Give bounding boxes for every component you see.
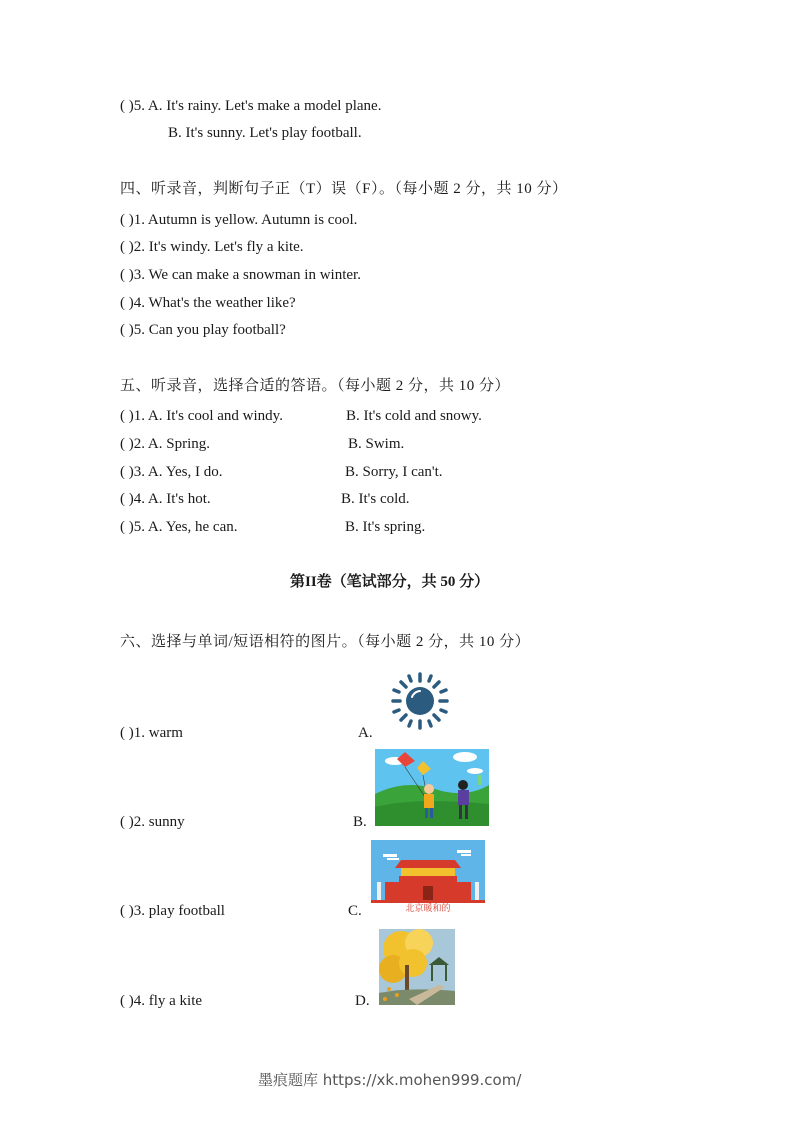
section-4-item: ( )1. Autumn is yellow. Autumn is cool. — [120, 212, 358, 228]
kite-flying-picture — [375, 749, 489, 826]
section-4-title: 四、听录音，判断句子正（T）误（F）。（每小题 2 分，共 10 分） — [120, 181, 568, 197]
section-6-item: ( )1. warm — [120, 725, 183, 741]
section-5-item-option-a: ( )2. A. Spring. — [120, 436, 210, 452]
section-5-title: 五、听录音，选择合适的答语。（每小题 2 分，共 10 分） — [120, 378, 511, 394]
section-5-item-option-b: B. Swim. — [348, 436, 405, 452]
section-5-item-option-a: ( )4. A. It's hot. — [120, 491, 211, 507]
option-label-a: A. — [358, 725, 373, 741]
option-label-d: D. — [355, 993, 370, 1009]
section-5-item-option-b: B. Sorry, I can't. — [345, 464, 443, 480]
section-4-item: ( )3. We can make a snowman in winter. — [120, 267, 361, 283]
section-5-item-option-b: B. It's spring. — [345, 519, 426, 535]
section-5-item-option-a: ( )3. A. Yes, I do. — [120, 464, 223, 480]
section-5-item-option-b: B. It's cold. — [341, 491, 410, 507]
section-6-item: ( )4. fly a kite — [120, 993, 203, 1009]
section-6-item: ( )2. sunny — [120, 814, 185, 830]
beijing-gate-picture — [371, 840, 485, 916]
sun-icon — [390, 672, 450, 730]
section-4-item: ( )5. Can you play football? — [120, 322, 286, 338]
option-label-c: C. — [348, 903, 362, 919]
part-2-title: 第II卷（笔试部分，共 50 分） — [290, 574, 490, 590]
section-6-title: 六、选择与单词/短语相符的图片。（每小题 2 分，共 10 分） — [120, 634, 531, 650]
section-6-item: ( )3. play football — [120, 903, 225, 919]
section-4-item: ( )4. What's the weather like? — [120, 295, 296, 311]
section-5-item-option-a: ( )1. A. It's cool and windy. — [120, 408, 283, 424]
question-5-option-a: ( )5. A. It's rainy. Let's make a model plane. — [120, 98, 382, 114]
question-5-option-b: B. It's sunny. Let's play football. — [168, 125, 362, 141]
section-5-item-option-b: B. It's cold and snowy. — [346, 408, 482, 424]
footer-watermark: 墨痕题库 https://xk.mohen999.com/ — [258, 1071, 522, 1089]
section-5-item-option-a: ( )5. A. Yes, he can. — [120, 519, 238, 535]
section-4-item: ( )2. It's windy. Let's fly a kite. — [120, 239, 304, 255]
autumn-picture — [379, 929, 455, 1005]
option-label-b: B. — [353, 814, 367, 830]
picture-c-caption: 北京暖和的 — [405, 904, 451, 914]
